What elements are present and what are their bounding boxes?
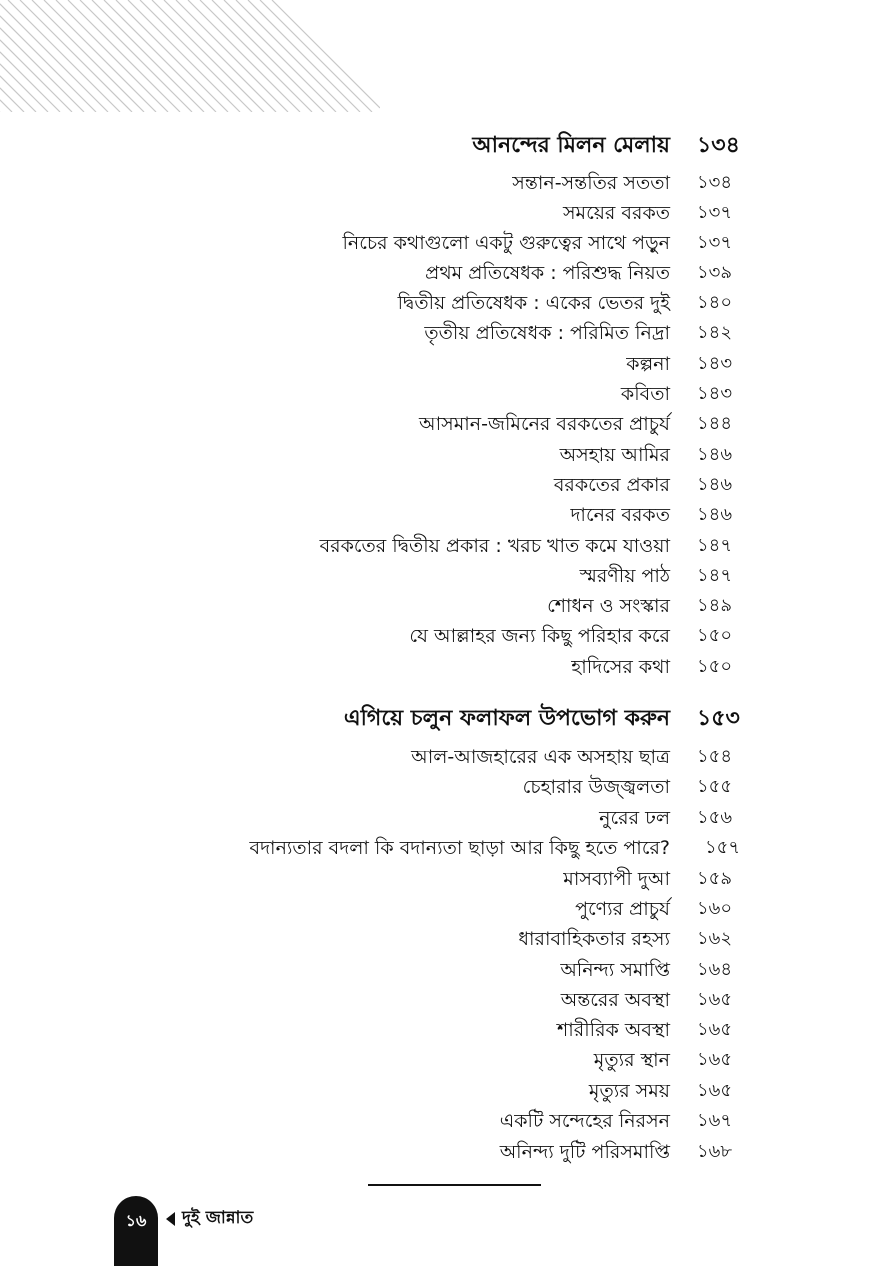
toc-entry[interactable] bbox=[200, 379, 770, 409]
entry-page-number: ১৩৭ bbox=[697, 202, 733, 223]
entry-title: দ্বিতীয় প্রতিষেধক : একের ভেতর দুই bbox=[397, 292, 670, 314]
toc-section-heading[interactable] bbox=[200, 704, 770, 734]
toc-entry[interactable] bbox=[200, 894, 770, 924]
entry-page-number: ১৪২ bbox=[697, 322, 733, 343]
entry-title: প্রথম প্রতিষেধক : পরিশুদ্ধ নিয়ত bbox=[425, 262, 670, 284]
toc-entry[interactable] bbox=[200, 409, 770, 439]
toc-section-heading[interactable] bbox=[200, 131, 770, 161]
entry-title: পুণ্যের প্রাচুর্য bbox=[575, 898, 670, 920]
entry-page-number: ১৪৬ bbox=[697, 474, 733, 495]
entry-page-number: ১৬৭ bbox=[697, 1110, 733, 1131]
entry-page-number: ১৬৮ bbox=[697, 1141, 733, 1162]
entry-title: সময়ের বরকত bbox=[563, 202, 670, 224]
entry-title: তৃতীয় প্রতিষেধক : পরিমিত নিদ্রা bbox=[424, 322, 670, 344]
toc-entry[interactable] bbox=[200, 924, 770, 954]
entry-page-number: ১৩৭ bbox=[697, 232, 733, 253]
section-page-number: ১৫৩ bbox=[697, 706, 740, 731]
entry-page-number: ১৫৫ bbox=[697, 776, 733, 797]
entry-title: স্মরণীয় পাঠ bbox=[579, 565, 670, 587]
toc-entry[interactable] bbox=[200, 1076, 770, 1106]
toc-entry[interactable] bbox=[200, 803, 770, 833]
entry-title: মাসব্যাপী দুআ bbox=[563, 868, 670, 890]
entry-title: দানের বরকত bbox=[570, 504, 670, 526]
toc-entry[interactable] bbox=[200, 228, 770, 258]
corner-stripe-pattern bbox=[0, 0, 380, 112]
entry-title: অনিন্দ্য দুটি পরিসমাপ্তি bbox=[499, 1141, 670, 1163]
entry-title: সন্তান-সন্ততির সততা bbox=[512, 172, 670, 194]
entry-title: নিচের কথাগুলো একটু গুরুত্বের সাথে পড়ুন bbox=[342, 232, 670, 254]
entry-title: একটি সন্দেহের নিরসন bbox=[499, 1110, 670, 1132]
entry-page-number: ১৬৫ bbox=[697, 1049, 733, 1070]
entry-page-number: ১৪৯ bbox=[697, 595, 733, 616]
entry-title: হাদিসের কথা bbox=[571, 656, 670, 678]
toc-entry[interactable] bbox=[200, 772, 770, 802]
entry-title: আল-আজহারের এক অসহায় ছাত্র bbox=[411, 746, 670, 768]
entry-page-number: ১৬৫ bbox=[697, 1080, 733, 1101]
entry-page-number: ১৫৬ bbox=[697, 807, 733, 828]
entry-title: মৃত্যুর স্থান bbox=[593, 1049, 670, 1071]
toc-entry[interactable] bbox=[200, 1015, 770, 1045]
toc-entry[interactable] bbox=[200, 864, 770, 894]
footer-divider bbox=[368, 1184, 541, 1186]
entry-title: বরকতের দ্বিতীয় প্রকার : খরচ খাত কমে যাওয়া bbox=[319, 535, 670, 557]
toc-entry[interactable] bbox=[200, 591, 770, 621]
toc-entry[interactable] bbox=[200, 985, 770, 1015]
toc-entry[interactable] bbox=[200, 258, 770, 288]
entry-title: মৃত্যুর সময় bbox=[588, 1080, 670, 1102]
entry-title: শারীরিক অবস্থা bbox=[557, 1019, 670, 1041]
section-title: এগিয়ে চলুন ফলাফল উপভোগ করুন bbox=[343, 706, 670, 731]
entry-title: আসমান-জমিনের বরকতের প্রাচুর্য bbox=[418, 413, 670, 435]
entry-page-number: ১৫০ bbox=[697, 656, 733, 677]
entry-page-number: ১৬৫ bbox=[697, 989, 733, 1010]
toc-entry[interactable] bbox=[200, 440, 770, 470]
toc-entry[interactable] bbox=[200, 652, 770, 682]
entry-page-number: ১৫৯ bbox=[697, 868, 733, 889]
entry-page-number: ১৪৭ bbox=[697, 565, 733, 586]
entry-title: নুরের ঢল bbox=[599, 807, 670, 829]
toc-entry[interactable] bbox=[200, 470, 770, 500]
entry-page-number: ১৫৪ bbox=[697, 746, 733, 767]
toc-entry[interactable] bbox=[200, 621, 770, 651]
entry-title: চেহারার উজ্জ্বলতা bbox=[522, 776, 670, 798]
toc-entry[interactable] bbox=[200, 500, 770, 530]
toc-entry[interactable] bbox=[200, 318, 770, 348]
toc-entry[interactable] bbox=[200, 955, 770, 985]
toc-entry[interactable] bbox=[200, 168, 770, 198]
toc-entry[interactable] bbox=[200, 833, 770, 863]
toc-entry[interactable] bbox=[200, 288, 770, 318]
toc-entry[interactable] bbox=[200, 1045, 770, 1075]
toc-entry[interactable] bbox=[200, 1137, 770, 1167]
toc-entry[interactable] bbox=[200, 742, 770, 772]
entry-page-number: ১৩৯ bbox=[697, 262, 733, 283]
page-number-badge bbox=[114, 1196, 158, 1266]
entry-page-number: ১৫৭ bbox=[705, 837, 741, 858]
entry-title: ধারাবাহিকতার রহস্য bbox=[518, 928, 670, 950]
entry-title: অসহায় আমির bbox=[559, 444, 670, 466]
entry-page-number: ১৬৫ bbox=[697, 1019, 733, 1040]
entry-page-number: ১৪০ bbox=[697, 292, 733, 313]
entry-page-number: ১৬৪ bbox=[697, 959, 733, 980]
entry-title: অনিন্দ্য সমাপ্তি bbox=[560, 959, 670, 981]
entry-page-number: ১৪৪ bbox=[697, 413, 733, 434]
toc-entry[interactable] bbox=[200, 561, 770, 591]
toc-entry[interactable] bbox=[200, 1106, 770, 1136]
page-number: ১৬ bbox=[125, 1211, 147, 1230]
entry-page-number: ১৫০ bbox=[697, 625, 733, 646]
entry-page-number: ১৩৪ bbox=[697, 172, 733, 193]
entry-title: বদান্যতার বদলা কি বদান্যতা ছাড়া আর কিছু হতে পারে? bbox=[249, 837, 670, 859]
entry-page-number: ১৪৩ bbox=[697, 353, 733, 374]
left-triangle-icon bbox=[166, 1212, 175, 1226]
entry-title: যে আল্লাহর জন্য কিছু পরিহার করে bbox=[409, 625, 670, 647]
section-title: আনন্দের মিলন মেলায় bbox=[472, 133, 670, 158]
entry-page-number: ১৪৬ bbox=[697, 444, 733, 465]
entry-title: শোধন ও সংস্কার bbox=[547, 595, 670, 617]
toc-entry[interactable] bbox=[200, 531, 770, 561]
entry-title: কল্পনা bbox=[626, 353, 670, 375]
entry-page-number: ১৬২ bbox=[697, 928, 733, 949]
entry-title: বরকতের প্রকার bbox=[553, 474, 670, 496]
toc-entry[interactable] bbox=[200, 349, 770, 379]
section-page-number: ১৩৪ bbox=[697, 133, 740, 158]
entry-page-number: ১৪৭ bbox=[697, 535, 733, 556]
toc-entry[interactable] bbox=[200, 198, 770, 228]
entry-page-number: ১৪৬ bbox=[697, 504, 733, 525]
entry-page-number: ১৪৩ bbox=[697, 383, 733, 404]
running-book-title: দুই জান্নাত bbox=[182, 1208, 254, 1228]
entry-title: কবিতা bbox=[620, 383, 670, 405]
entry-title: অন্তরের অবস্থা bbox=[560, 989, 670, 1011]
entry-page-number: ১৬০ bbox=[697, 898, 733, 919]
